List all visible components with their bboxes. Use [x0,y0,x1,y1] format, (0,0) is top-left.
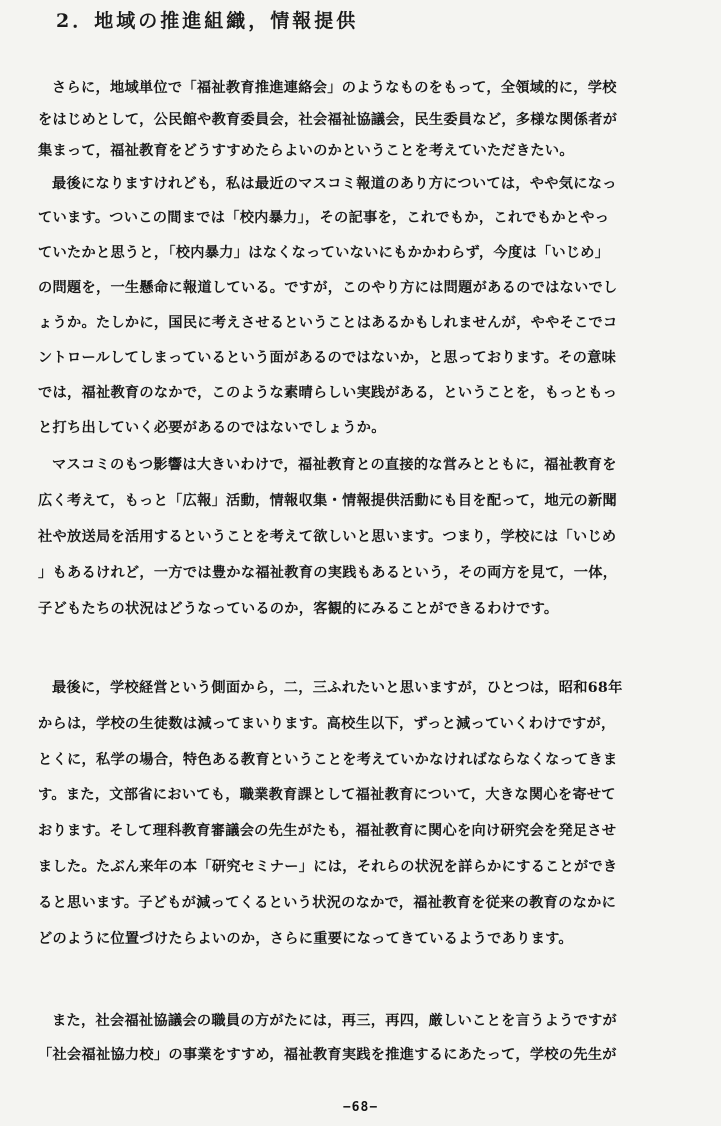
paragraph-2-line-7: では，福祉教育のなかで，このような素晴らしい実践がある，ということを，もっともっ [38,385,618,401]
section-heading: 2．地域の推進組織，情報提供 [56,10,359,32]
paragraph-3-line-3: 社や放送局を活用するということを考えて欲しいと思います。つまり，学校には「いじめ [38,529,617,545]
paragraph-2-line-5: ょうか。たしかに，国民に考えさせるということはあるかもしれませんが，ややそこでコ [38,315,618,331]
paragraph-4-line-6: ました。たぶん来年の本「研究セミナー」には，それらの状況を詳らかにすることができ [38,859,618,875]
paragraph-4-line-7: ると思います。子どもが減ってくるという状況のなかで，福祉教育を従来の教育のなかに [38,895,617,911]
paragraph-2-line-2: ています。ついこの間までは「校内暴力」，その記事を，これでもか，これでもかとやっ [38,210,610,226]
paragraph-4-line-4: す。また，文部省においても，職業教育課として福祉教育について，大きな関心を寄せて [38,787,616,803]
paragraph-1-line-1: さらに，地域単位で「福祉教育推進連絡会」のようなものをもって，全領域的に，学校 [52,80,617,96]
paragraph-3-line-4: 」もあるけれど，一方では豊かな福祉教育の実践もあるという，その両方を見て，一体， [38,565,618,581]
paragraph-3-line-1: マスコミのもつ影響は大きいわけで，福祉教育との直接的な営みとともに，福祉教育を [52,457,617,473]
paragraph-4-line-1: 最後に，学校経営という側面から，二，三ふれたいと思いますが，ひとつは，昭和68年 [52,680,623,696]
paragraph-1-line-3: 集まって，福祉教育をどうすすめたらよいのかということを考えていただきたい。 [38,143,574,159]
paragraph-2-line-8: と打ち出していく必要があるのではないでしょうか。 [38,420,386,436]
paragraph-4-line-3: とくに，私学の場合，特色ある教育ということを考えていかなければならなくなってきま [38,752,618,768]
paragraph-3-line-5: 子どもたちの状況はどうなっているのか，客観的にみることができるわけです。 [38,601,559,617]
paragraph-4-line-2: からは，学校の生徒数は減ってまいります。高校生以下，ずっと減っていくわけですが， [38,716,616,732]
paragraph-5-line-1: また，社会福祉協議会の職員の方がたには，再三，再四，厳しいことを言うようですが [52,1013,618,1029]
paragraph-4-line-8: どのように位置づけたらよいのか，さらに重要になってきているようであります。 [38,931,573,947]
paragraph-5-line-2: 「社会福祉協力校」の事業をすすめ，福祉教育実践を推進するにあたって，学校の先生が [38,1047,617,1063]
paragraph-2-line-6: ントロールしてしまっているという面があるのではないか，と思っております。その意味 [38,350,617,366]
paragraph-2-line-3: ていたかと思うと，「校内暴力」はなくなっていないにもかかわらず，今度は「いじめ」 [38,245,610,261]
paragraph-2-line-1: 最後になりますけれども，私は最近のマスコミ報道のあり方については，やや気になっ [52,176,617,192]
paragraph-2-line-4: の問題を，一生懸命に報道している。ですが，このやり方には問題があるのではないでし [38,280,618,296]
paragraph-3-line-2: 広く考えて，もっと「広報」活動，情報収集・情報提供活動にも目を配って，地元の新聞 [38,493,617,509]
page-number: −68− [342,1100,379,1115]
paragraph-4-line-5: おります。そして理科教育審議会の先生がたも，福祉教育に関心を向け研究会を発足させ [38,823,617,839]
paragraph-1-line-2: をはじめとして，公民館や教育委員会，社会福祉協議会，民生委員など，多様な関係者が [38,112,618,128]
